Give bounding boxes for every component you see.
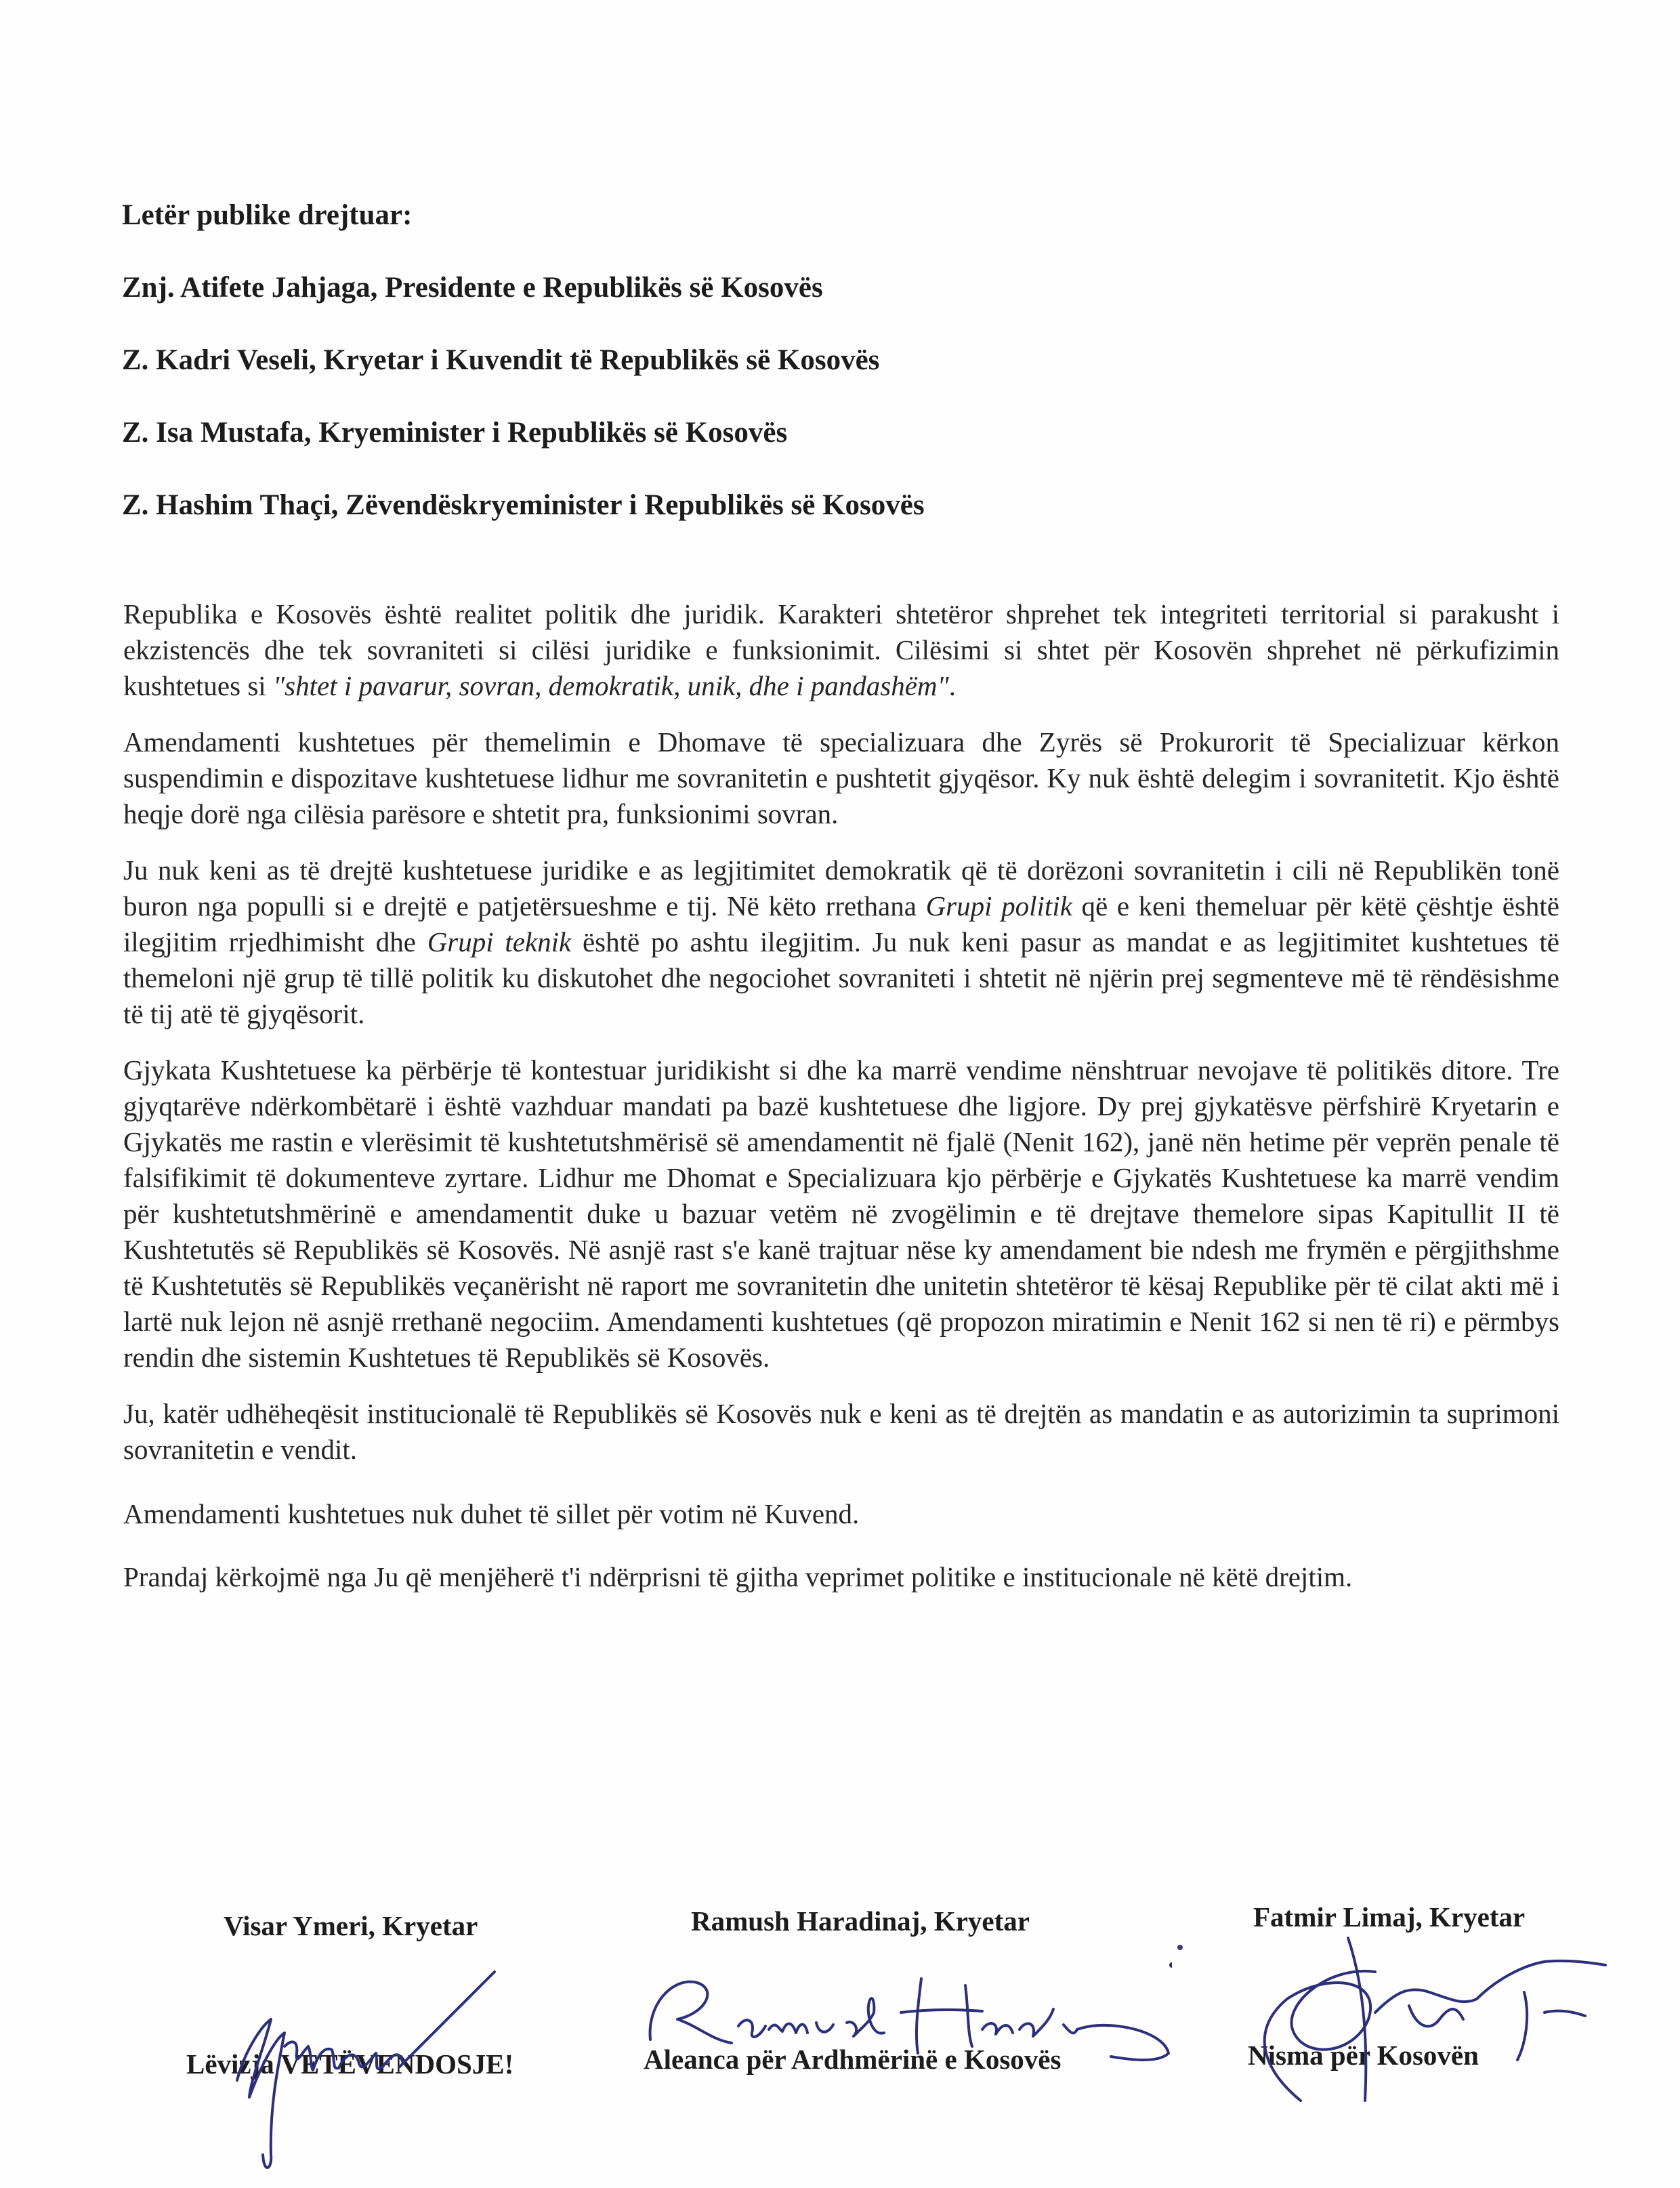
- paragraph-1-text: Republika e Kosovës është realitet politik dhe juridik. Karakteri shtetëror shprehet tek integriteti territorial si parakusht i ekzistencës dhe tek sovraniteti si cilësi juridike e funksionimit. Cilësimi si shtet për Kosovën shprehet në përkufizimin kushtetues si: [123, 598, 1559, 701]
- addressee-prime-minister: Z. Isa Mustafa, Kryeminister i Republikës së Kosovës: [122, 417, 788, 449]
- paragraph-1-end: .: [948, 670, 957, 701]
- paragraph-6: Amendamenti kushtetues nuk duhet të sillet për votim në Kuvend.: [123, 1498, 860, 1529]
- signatory-2: [644, 1903, 1111, 2078]
- signatory-1-name: Visar Ymeri, Kryetar: [224, 1910, 478, 1941]
- paragraph-3: [123, 852, 1559, 1032]
- paragraph-3-part-c: është po ashtu ilegjitim. Ju nuk keni pasur as mandat e as legjitimitet kushtetues të themeloni një grup të tillë politik ku diskutohet dhe negociohet sovraniteti i shtetit në njërin prej segmenteve më të rëndësishme të tij atë të gjyqësorit.: [123, 926, 1559, 1029]
- paragraph-1: [123, 596, 1559, 704]
- signatory-3-org: Nisma për Kosovën: [1248, 2040, 1479, 2071]
- signatory-1: [186, 1907, 542, 2082]
- letter-body: [123, 596, 1559, 1615]
- paragraph-3-grupi-politik: Grupi politik: [925, 890, 1072, 922]
- paragraph-1-quote: "shtet i pavarur, sovran, demokratik, unik, dhe i pandashëm": [272, 670, 949, 701]
- addressee-president: Znj. Atifete Jahjaga, Presidente e Republikës së Kosovës: [122, 272, 823, 304]
- paragraph-5: Ju, katër udhëheqësit institucionalë të Republikës së Kosovës nuk e keni as të drejtën as mandatin e as autorizimin ta suprimoni sovranitetin e vendit.: [123, 1398, 1559, 1465]
- ink-dot: [1177, 1945, 1183, 1950]
- paragraph-3-part-a: Ju nuk keni as të drejtë kushtetuese juridike e as legjitimitet demokratik që të dorëzoni sovranitetin i cili në Republikën tonë buron nga populli si e drejtë e patjetërsueshme e tij. Në këto rrethana: [123, 854, 1559, 922]
- paragraph-2: Amendamenti kushtetues për themelimin e Dhomave të specializuara dhe Zyrës së Prokurorit të Specializuar kërkon suspendimin e dispozitave kushtetuese lidhur me sovranitetin e pushtetit gjyqësor. Ky nuk është delegim i sovranitetit. Kjo është heqje dorë nga cilësia parësore e shtetit pra, funksionimi sovran.: [123, 726, 1559, 829]
- signatory-2-name: Ramush Haradinaj, Kryetar: [691, 1905, 1030, 1937]
- signatory-2-org: Aleanca për Ardhmërinë e Kosovës: [644, 2044, 1062, 2075]
- paragraph-3-grupi-teknik: Grupi teknik: [427, 926, 572, 957]
- signatory-3-name: Fatmir Limaj, Kryetar: [1253, 1901, 1526, 1933]
- signatory-3: [1248, 1899, 1605, 2073]
- paragraph-4: Gjykata Kushtetuese ka përbërje të kontestuar juridikisht si dhe ka marrë vendime nënshtruar nevojave të politikës ditore. Tre gjyqtarëve ndërkombëtarë i është vazhduar mandati pa bazë kushtetuese dhe ligjore. Dy prej gjykatësve përfshirë Kryetarin e Gjykatës me rastin e vlerësimit të kushtetutshmërisë së amendamentit në fjalë (Nenit 162), janë nën hetime për veprën penale të falsifikimit të dokumenteve zyrtare. Lidhur me Dhomat e Specializuara kjo përbërje e Gjykatës Kushtetuese ka marrë vendim për kushtetutshmërinë e amendamentit duke u bazuar vetëm në zvogëlimin e të drejtave themelore sipas Kapitullit II të Kushtetutës së Republikës së Kosovës. Në asnjë rast s'e kanë trajtuar nëse ky amendament bie ndesh me frymën e përgjithshme të Kushtetutës së Republikës veçanërisht në raport me sovranitetin dhe unitetin shtetëror të kësaj Republike për të cilat akti më i lartë nuk lejon në asnjë rrethanë negociim. Amendamenti kushtetues (që propozon miratimin e Nenit 162 si nen të ri) e përmbys rendin dhe sistemin Kushtetues të Republikës së Kosovës.: [123, 1054, 1559, 1373]
- letter-heading: Letër publike drejtuar:: [122, 199, 413, 231]
- addressee-deputy-prime-minister: Z. Hashim Thaçi, Zëvendëskryeminister i Republikës së Kosovës: [122, 489, 925, 521]
- paragraph-7: Prandaj kërkojmë nga Ju që menjëherë t'i ndërprisni të gjitha veprimet politike e institucionale në këtë drejtim.: [123, 1561, 1353, 1592]
- addressee-block: [122, 197, 1578, 559]
- addressee-assembly-speaker: Z. Kadri Veseli, Kryetar i Kuvendit të Republikës së Kosovës: [122, 344, 880, 376]
- paragraph-3-part-b: që e keni themeluar për këtë çështje është ilegjitim rrjedhimisht dhe: [123, 890, 1559, 957]
- signatory-1-org: Lëvizja VETËVENDOSJE!: [186, 2048, 514, 2080]
